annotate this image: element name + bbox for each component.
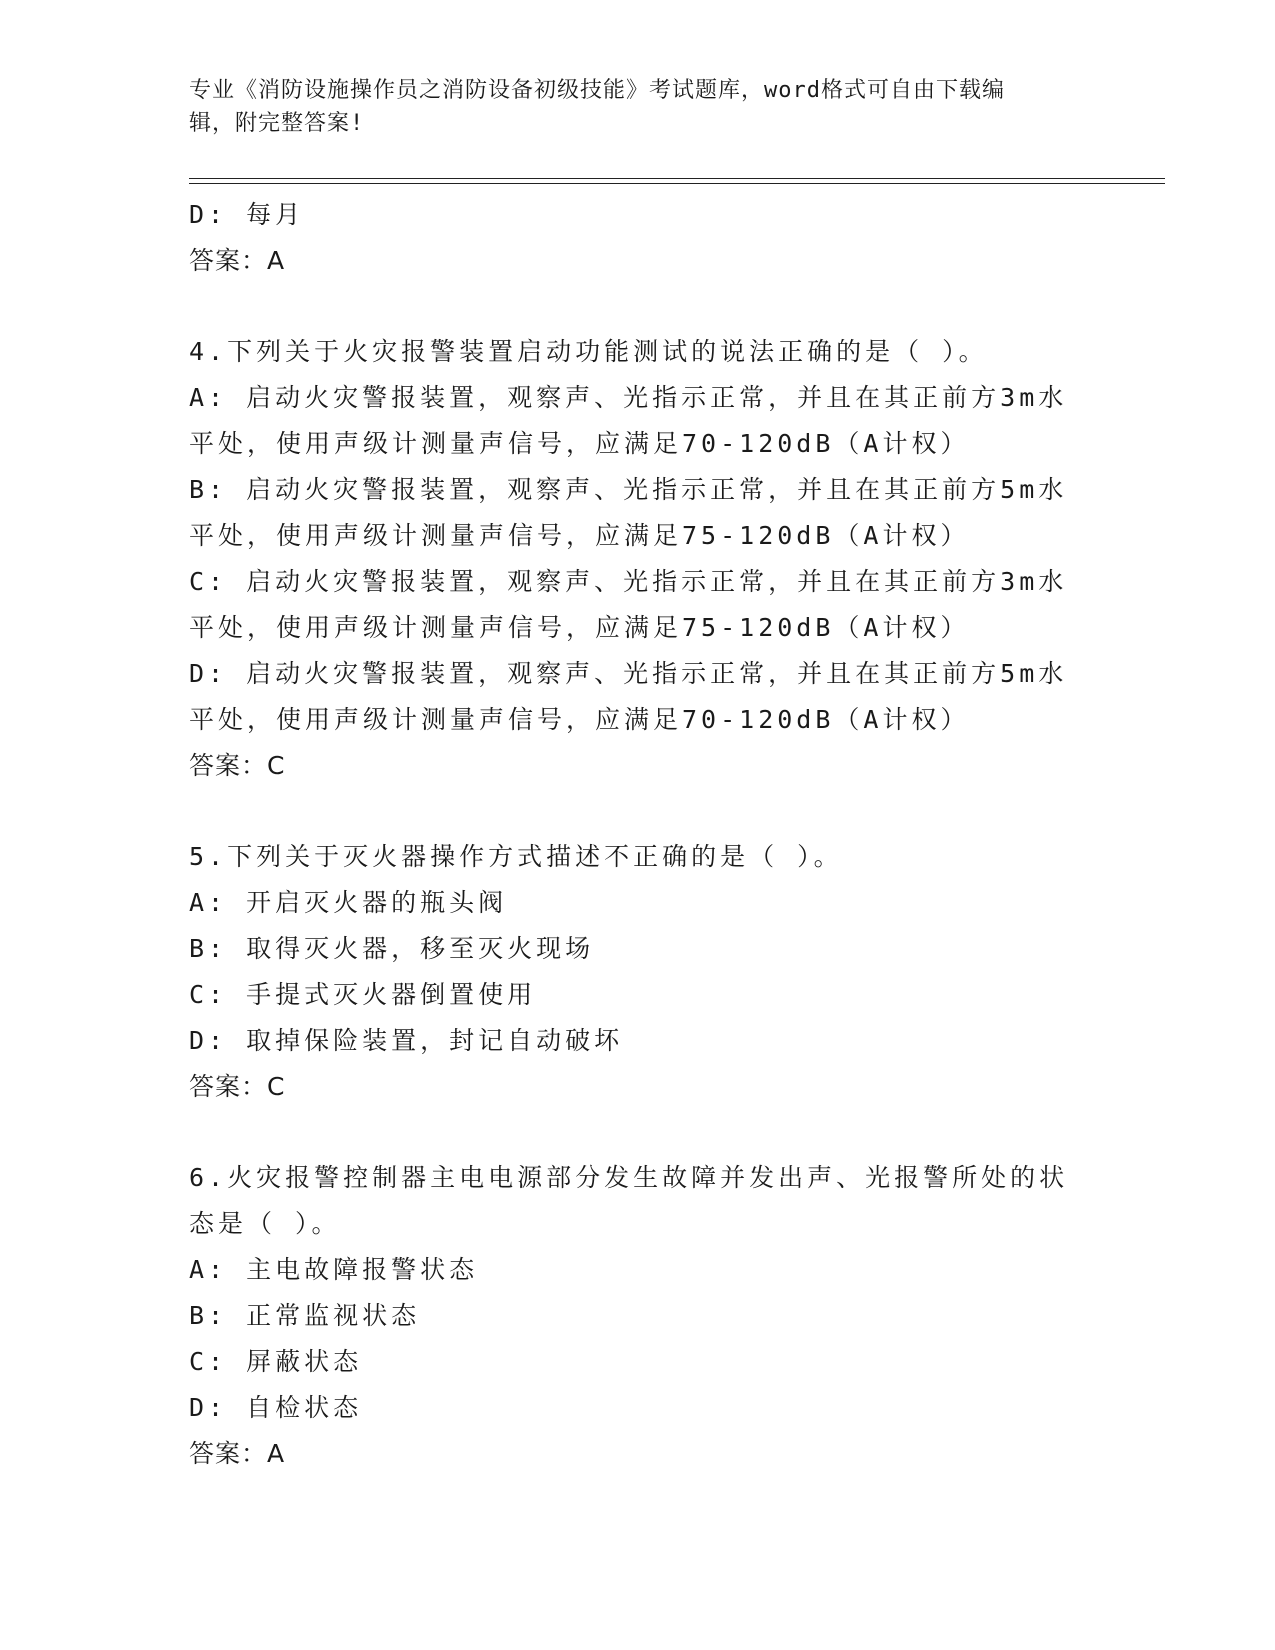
question-4-option-a: A: 启动火灾警报装置，观察声、光指示正常，并且在其正前方3m水 [189, 383, 1068, 412]
question-5-option-d: D: 取掉保险装置，封记自动破坏 [189, 1026, 624, 1055]
question-6-option-b: B: 正常监视状态 [189, 1301, 421, 1330]
spacer [189, 789, 1089, 834]
header-divider-top [189, 178, 1165, 179]
question-5-option-c: C: 手提式灭火器倒置使用 [189, 980, 537, 1009]
question-5-option-b: B: 取得灭火器，移至灭火现场 [189, 934, 595, 963]
question-4 [189, 329, 1089, 789]
question-6 [189, 1155, 1089, 1477]
question-5-stem: 5.下列关于灭火器操作方式描述不正确的是（ ）。 [189, 842, 843, 871]
header-line-1: 专业《消防设施操作员之消防设备初级技能》考试题库，word格式可自由下载编 [189, 78, 1005, 103]
question-6-option-d: D: 自检状态 [189, 1393, 363, 1422]
document-body [189, 192, 1089, 1477]
question-4-option-b: B: 启动火灾警报装置，观察声、光指示正常，并且在其正前方5m水 [189, 475, 1068, 504]
question-6-stem-cont: 态是（ ）。 [189, 1209, 341, 1238]
question-5-answer: 答案：C [189, 1072, 286, 1101]
prev-question-answer: 答案：A [189, 246, 286, 275]
question-6-answer: 答案：A [189, 1439, 286, 1468]
question-4-option-d: D: 启动火灾警报装置，观察声、光指示正常，并且在其正前方5m水 [189, 659, 1068, 688]
question-4-stem: 4.下列关于火灾报警装置启动功能测试的说法正确的是（ ）。 [189, 337, 988, 366]
question-4-option-b-cont: 平处，使用声级计测量声信号，应满足75-120dB（A计权） [189, 521, 970, 550]
prev-question-option-d: D: 每月 [189, 200, 305, 229]
question-6-stem: 6.火灾报警控制器主电电源部分发生故障并发出声、光报警所处的状 [189, 1163, 1069, 1192]
header-line-2: 辑，附完整答案! [189, 111, 365, 136]
spacer [189, 284, 1089, 329]
question-4-option-c: C: 启动火灾警报装置，观察声、光指示正常，并且在其正前方3m水 [189, 567, 1068, 596]
spacer [189, 1110, 1089, 1155]
question-6-option-c: C: 屏蔽状态 [189, 1347, 363, 1376]
page-header [189, 74, 1089, 140]
question-4-option-a-cont: 平处，使用声级计测量声信号，应满足70-120dB（A计权） [189, 429, 970, 458]
question-5-option-a: A: 开启灭火器的瓶头阀 [189, 888, 508, 917]
header-divider-bottom [189, 183, 1165, 184]
question-4-answer: 答案：C [189, 751, 286, 780]
question-4-option-d-cont: 平处，使用声级计测量声信号，应满足70-120dB（A计权） [189, 705, 970, 734]
question-5 [189, 834, 1089, 1110]
question-6-option-a: A: 主电故障报警状态 [189, 1255, 479, 1284]
question-4-option-c-cont: 平处，使用声级计测量声信号，应满足75-120dB（A计权） [189, 613, 970, 642]
